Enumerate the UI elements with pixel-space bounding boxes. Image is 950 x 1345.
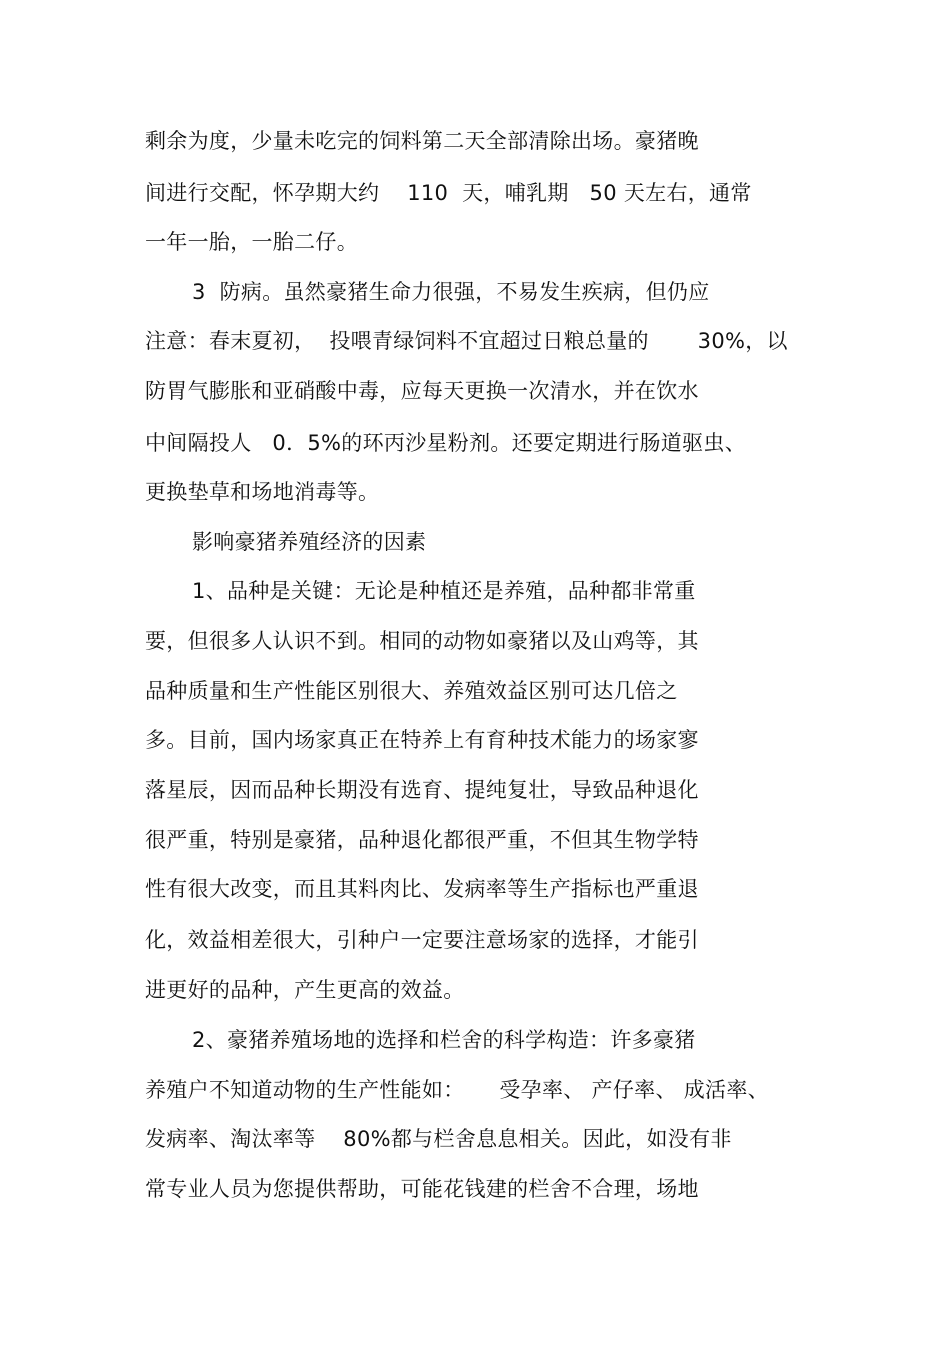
text-line: 品种质量和生产性能区别很大、养殖效益区别可达几倍之 [145,679,678,703]
text-line: 2、豪猪养殖场地的选择和栏舍的科学构造：许多豪猪 [192,1028,696,1052]
section-heading: 影响豪猪养殖经济的因素 [192,530,427,554]
text-line: 防胃气膨胀和亚硝酸中毒，应每天更换一次清水，并在饮水 [145,379,699,403]
text-line: 更换垫草和场地消毒等。 [145,480,380,504]
text-line: 性有很大改变，而且其料肉比、发病率等生产指标也严重退 [145,877,699,901]
text-line: 1、品种是关键：无论是种植还是养殖，品种都非常重 [192,579,696,603]
text-line: 间进行交配，怀孕期大约 110 天，哺乳期 50 天左右，通常 [145,181,752,205]
text-line: 落星辰，因而品种长期没有选育、提纯复壮，导致品种退化 [145,778,699,802]
text-line: 注意：春末夏初， 投喂青绿饲料不宜超过日粮总量的 30%，以 [145,329,788,353]
text-line: 中间隔投人 0．5%的环丙沙星粉剂。还要定期进行肠道驱虫、 [145,431,746,455]
text-line: 养殖户不知道动物的生产性能如： 受孕率、 产仔率、 成活率、 [145,1078,769,1102]
text-line: 剩余为度，少量未吃完的饲料第二天全部清除出场。豪猪晚 [145,129,699,153]
text-line: 多。目前，国内场家真正在特养上有育种技术能力的场家寥 [145,728,699,752]
text-line: 发病率、淘汰率等 80%都与栏舍息息相关。因此，如没有非 [145,1127,732,1151]
text-line: 常专业人员为您提供帮助，可能花钱建的栏舍不合理，场地 [145,1177,699,1201]
text-line: 进更好的品种，产生更高的效益。 [145,978,465,1002]
text-line: 要，但很多人认识不到。相同的动物如豪猪以及山鸡等，其 [145,629,699,653]
text-line: 一年一胎，一胎二仔。 [145,230,358,254]
text-line: 化，效益相差很大，引种户一定要注意场家的选择，才能引 [145,928,699,952]
text-line: 3 防病。虽然豪猪生命力很强，不易发生疾病，但仍应 [192,280,710,304]
text-line: 很严重，特别是豪猪，品种退化都很严重，不但其生物学特 [145,828,699,852]
